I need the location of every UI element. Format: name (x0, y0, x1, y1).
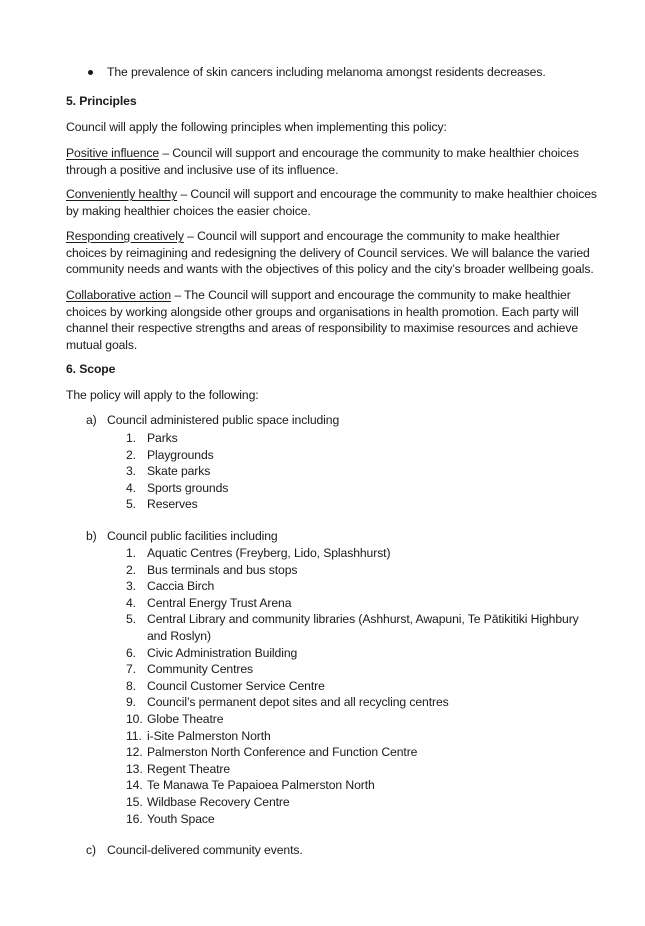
principles-intro: Council will apply the following principles when implementing this policy: (66, 120, 447, 134)
list-item-text: Aquatic Centres (Freyberg, Lido, Splashhurst) (147, 546, 391, 560)
list-item-text: Parks (147, 431, 178, 445)
list-item (126, 480, 596, 497)
list-item-number: 4. (126, 595, 136, 610)
objective-bullet-text: The prevalence of skin cancers including melanoma amongst residents decreases. (107, 65, 546, 79)
list-item-number: 14. (126, 778, 143, 793)
list-item (126, 728, 596, 745)
list-item-number: 3. (126, 464, 136, 479)
list-item-number: 1. (126, 546, 136, 560)
list-item-number: 7. (126, 662, 136, 677)
list-item-number: 13. (126, 761, 143, 776)
public-facilities-list (126, 545, 596, 827)
list-item-text: Youth Space (147, 811, 215, 826)
principle-term: Responding creatively (66, 229, 184, 243)
list-item (126, 694, 596, 711)
list-item-text: Central Library and community libraries (Ashhurst, Awapuni, Te Pātikitiki Highbury and Roslyn) (147, 612, 579, 643)
scope-group-label: Council-delivered community events. (107, 843, 303, 857)
principle-term: Collaborative action (66, 288, 172, 302)
list-item (126, 777, 596, 794)
scope-group-label: Council administered public space including (107, 413, 340, 427)
principle-positive-influence: Positive influence – Council will support and encourage the community to make healthier choices through a positive and inclusive use of its influence. (66, 146, 579, 177)
list-item (126, 645, 596, 662)
principle-collaborative-action: Collaborative action – The Council will support and encourage the community to make healthier choices by working alongside other groups and organisations in health promotion. Each party will channel their respective strengths and areas of responsibility to maximise resources and achieve mutual goals. (66, 288, 579, 352)
list-item-text: Palmerston North Conference and Function Centre (147, 745, 418, 760)
principles-heading: 5. Principles (66, 94, 137, 108)
list-item (126, 711, 596, 728)
list-item-text: Sports grounds (147, 480, 229, 495)
list-item (126, 744, 596, 761)
list-item (126, 595, 596, 612)
scope-intro: The policy will apply to the following: (66, 388, 259, 402)
list-item-text: Council Customer Service Centre (147, 678, 325, 693)
list-item (126, 463, 596, 480)
list-item (126, 678, 596, 695)
list-item (126, 761, 596, 778)
principle-responding-creatively: Responding creatively – Council will support and encourage the community to make healthier choices by reimagining and redesigning the delivery of Council services. We will balance the varied community needs and wants with the objectives of this policy and the city’s broader wellbeing goals. (66, 229, 594, 277)
bullet-icon (88, 70, 93, 75)
list-item-number: 16. (126, 811, 143, 826)
list-item-number: 5. (126, 497, 136, 512)
principle-conveniently-healthy: Conveniently healthy – Council will support and encourage the community to make healthier choices by making healthier choices the easier choice. (66, 187, 597, 218)
list-item (126, 661, 596, 678)
list-item-number: 5. (126, 612, 136, 627)
list-item-number: 15. (126, 794, 143, 809)
list-item-text: i-Site Palmerston North (147, 728, 271, 743)
list-item-number: 8. (126, 678, 136, 693)
list-item (126, 578, 596, 595)
list-marker: a) (86, 413, 97, 427)
list-item-text: Civic Administration Building (147, 645, 298, 660)
list-item-text: Te Manawa Te Papaioea Palmerston North (147, 778, 375, 793)
list-item-text: Council’s permanent depot sites and all recycling centres (147, 695, 449, 710)
list-item-number: 9. (126, 695, 136, 710)
list-marker: b) (86, 529, 97, 543)
list-item (126, 794, 596, 811)
list-item (126, 430, 596, 447)
list-item-number: 6. (126, 645, 136, 660)
list-item-text: Community Centres (147, 662, 253, 677)
list-item-number: 2. (126, 562, 136, 577)
list-item (126, 496, 596, 513)
scope-group-label: Council public facilities including (107, 529, 278, 543)
list-item-number: 2. (126, 447, 136, 462)
list-item-text: Regent Theatre (147, 761, 231, 776)
list-item (126, 562, 596, 579)
list-item-text: Wildbase Recovery Centre (147, 794, 290, 809)
list-item-number: 11. (126, 728, 142, 743)
list-item (126, 611, 596, 644)
list-item-number: 4. (126, 480, 136, 495)
list-item-number: 10. (126, 711, 143, 726)
principle-term: Conveniently healthy (66, 187, 178, 201)
list-item-text: Skate parks (147, 464, 211, 479)
list-item (126, 447, 596, 464)
list-item-text: Playgrounds (147, 447, 214, 462)
list-item-text: Reserves (147, 497, 198, 512)
public-space-list (126, 430, 596, 513)
list-item-text: Caccia Birch (147, 579, 215, 594)
list-item-text: Bus terminals and bus stops (147, 562, 298, 577)
list-item-number: 1. (126, 431, 136, 445)
list-item (126, 811, 596, 828)
list-item-number: 12. (126, 745, 143, 760)
principle-term: Positive influence (66, 146, 160, 160)
list-item-number: 3. (126, 579, 136, 594)
list-item-text: Central Energy Trust Arena (147, 595, 292, 610)
list-item (126, 545, 596, 562)
list-marker: c) (86, 843, 96, 857)
list-item-text: Globe Theatre (147, 711, 224, 726)
scope-heading: 6. Scope (66, 362, 116, 376)
